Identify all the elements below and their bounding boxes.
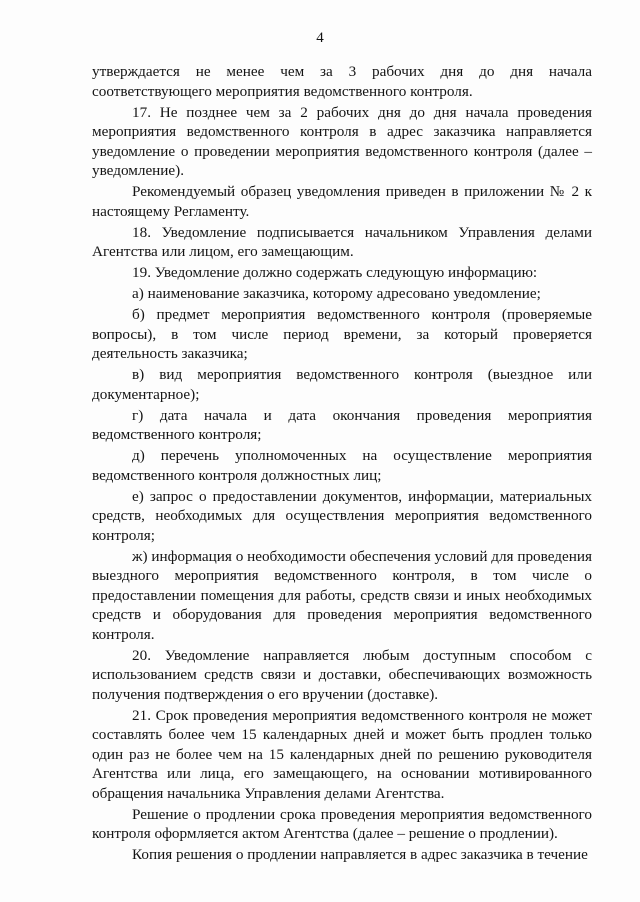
page-number: 4 [316, 30, 324, 46]
list-item: б) предмет мероприятия ведомственного контроля (проверяемые вопросы), в том числе период времени, за который проверяется деятельность заказчика; [92, 306, 592, 362]
paragraph: 21. Срок проведения мероприятия ведомственного контроля не может составлять более чем 15 календарных дней и может быть продлен только один раз не более чем на 15 календарных дней по решению руководителя Агентства или лица, его замещающего, на основании мотивированного обращения начальника Управления делами Агентства. [92, 706, 592, 802]
document-body [92, 62, 592, 866]
paragraph: утверждается не менее чем за 3 рабочих дня до дня начала соответствующего мероприятия ведомственного контроля. [92, 63, 592, 100]
paragraph: 18. Уведомление подписывается начальником Управления делами Агентства или лицом, его замещающим. [92, 223, 592, 260]
list-item: д) перечень уполномоченных на осуществление мероприятия ведомственного контроля должностных лиц; [92, 447, 592, 484]
paragraph: 19. Уведомление должно содержать следующую информацию: [132, 264, 538, 281]
list-item: г) дата начала и дата окончания проведения мероприятия ведомственного контроля; [92, 406, 592, 443]
list-item: е) запрос о предоставлении документов, информации, материальных средств, необходимых для осуществления мероприятия ведомственного контроля; [92, 487, 592, 544]
paragraph: 17. Не позднее чем за 2 рабочих дня до дня начала проведения мероприятия ведомственного контроля в адрес заказчика направляется уведомление о проведении мероприятия ведомственного контроля (далее – уведомление). [92, 103, 592, 179]
list-item: в) вид мероприятия ведомственного контроля (выездное или документарное); [92, 366, 592, 403]
paragraph: Рекомендуемый образец уведомления приведен в приложении № 2 к настоящему Регламенту. [92, 183, 592, 220]
list-item: ж) информация о необходимости обеспечения условий для проведения выездного мероприятия ведомственного контроля, в том числе о предоставлении помещения для работы, средств связи и иных необходимых средств и оборудования для проведения мероприятия ведомственного контроля. [92, 547, 592, 643]
paragraph: Копия решения о продлении направляется в адрес заказчика в течение [132, 846, 588, 863]
paragraph: 20. Уведомление направляется любым доступным способом с использованием средств связи и доставки, обеспечивающих возможность получения подтверждения о его вручении (доставке). [92, 646, 592, 703]
paragraph: Решение о продлении срока проведения мероприятия ведомственного контроля оформляется актом Агентства (далее – решение о продлении). [92, 805, 592, 842]
list-item: а) наименование заказчика, которому адресовано уведомление; [132, 285, 541, 302]
